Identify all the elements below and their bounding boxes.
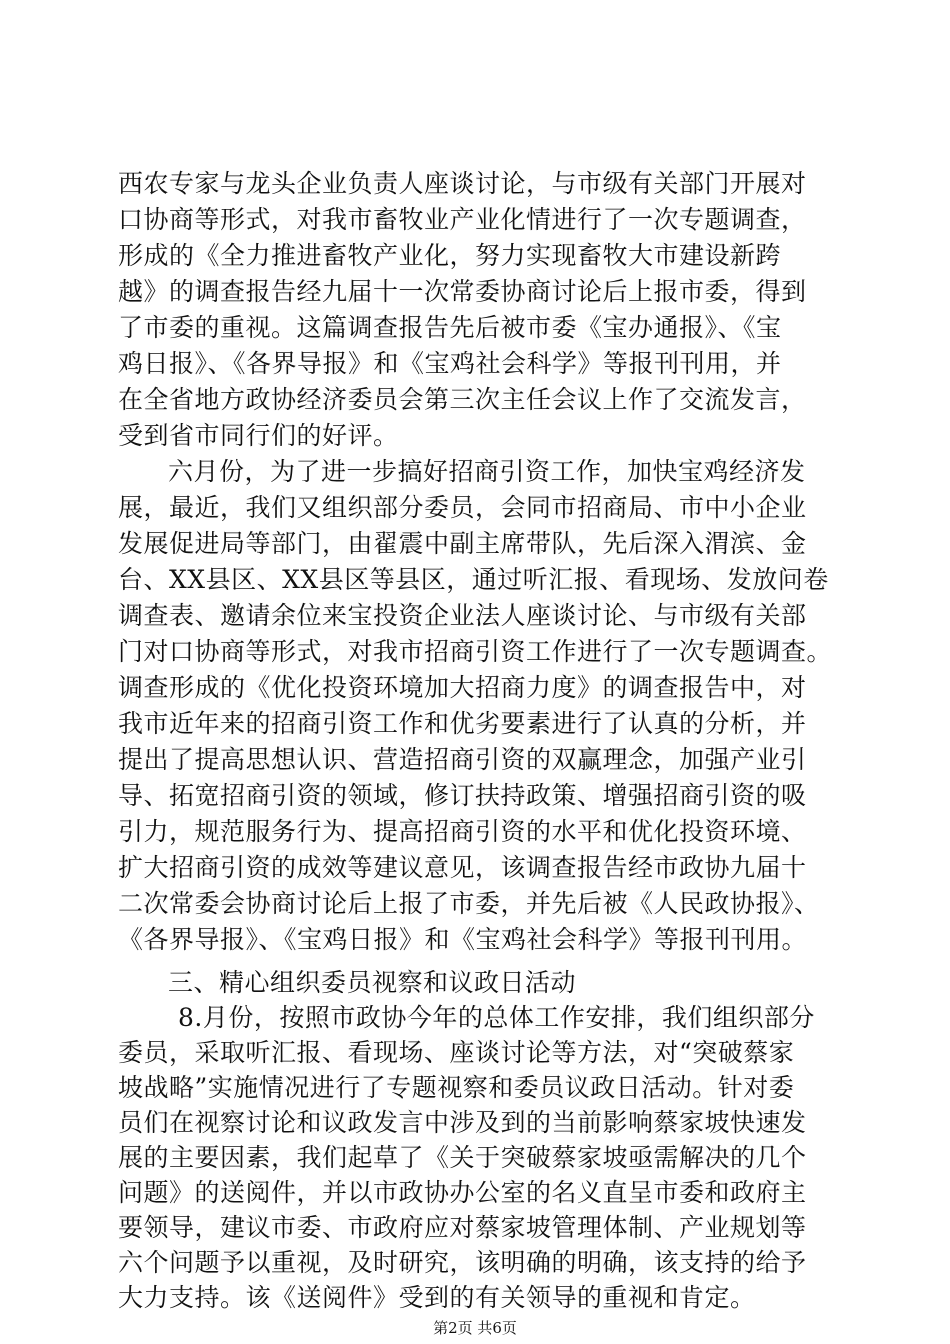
section-heading: 三、精心组织委员视察和议政日活动 <box>168 968 577 997</box>
text-line: 展，最近，我们又组织部分委员，会同市招商局、市中小企业 <box>118 493 807 522</box>
text-line: 口协商等形式，对我市畜牧业产业化情进行了一次专题调查， <box>118 205 807 234</box>
text-line: 二次常委会协商讨论后上报了市委，并先后被《人民政协报》、 <box>118 889 820 918</box>
text-line: 了市委的重视。这篇调查报告先后被市委《宝办通报》、《宝 <box>118 313 782 342</box>
text-line: 越》的调查报告经九届十一次常委协商讨论后上报市委，得到 <box>118 277 807 306</box>
text-line: 调查表、邀请余位来宝投资企业法人座谈讨论、与市级有关部 <box>118 601 807 630</box>
text-line: 台、XX县区、XX县区等县区，通过听汇报、看现场、发放问卷 <box>118 565 829 594</box>
text-line: 在全省地方政协经济委员会第三次主任会议上作了交流发言， <box>118 385 807 414</box>
text-line: 提出了提高思想认识、营造招商引资的双赢理念，加强产业引 <box>118 745 807 774</box>
text-line: 发展促进局等部门，由翟震中副主席带队，先后深入渭滨、金 <box>118 529 807 558</box>
text-line: 门对口协商等形式，对我市招商引资工作进行了一次专题调查。 <box>118 637 833 666</box>
text-line: 形成的《全力推进畜牧产业化，努力实现畜牧大市建设新跨 <box>118 241 782 270</box>
text-line: 问题》的送阅件，并以市政协办公室的名义直呈市委和政府主 <box>118 1178 807 1207</box>
text-line: 展的主要因素，我们起草了《关于突破蔡家坡亟需解决的几个 <box>118 1143 807 1172</box>
text-line: 引力，规范服务行为、提高招商引资的水平和优化投资环境、 <box>118 817 807 846</box>
text-line: 委员，采取听汇报、看现场、座谈讨论等方法，对“突破蔡家 <box>118 1038 795 1067</box>
text-line: 大力支持。该《送阅件》受到的有关领导的重视和肯定。 <box>118 1283 756 1312</box>
text-line: 鸡日报》、《各界导报》和《宝鸡社会科学》等报刊刊用，并 <box>118 349 782 378</box>
text-line: 导、拓宽招商引资的领域，修订扶持政策、增强招商引资的吸 <box>118 781 807 810</box>
text-line: 西农专家与龙头企业负责人座谈讨论，与市级有关部门开展对 <box>118 169 807 198</box>
text-line: 六个问题予以重视，及时研究，该明确的明确，该支持的给予 <box>118 1248 807 1277</box>
text-line: 我市近年来的招商引资工作和优劣要素进行了认真的分析，并 <box>118 709 807 738</box>
text-line: 调查形成的《优化投资环境加大招商力度》的调查报告中，对 <box>118 673 807 702</box>
text-line: 六月份，为了进一步搞好招商引资工作，加快宝鸡经济发 <box>168 457 806 486</box>
text-line: 扩大招商引资的成效等建议意见，该调查报告经市政协九届十 <box>118 853 807 882</box>
text-line: 《各界导报》、《宝鸡日报》和《宝鸡社会科学》等报刊刊用。 <box>118 925 808 954</box>
text-line: 要领导，建议市委、市政府应对蔡家坡管理体制、产业规划等 <box>118 1213 807 1242</box>
text-line: 员们在视察讨论和议政发言中涉及到的当前影响蔡家坡快速发 <box>118 1108 807 1137</box>
page-footer: 第2页 共6页 <box>433 1319 517 1337</box>
text-line: 坡战略”实施情况进行了专题视察和委员议政日活动。针对委 <box>118 1073 795 1102</box>
text-line: 8.月份，按照市政协今年的总体工作安排，我们组织部分 <box>178 1003 815 1032</box>
text-line: 受到省市同行们的好评。 <box>118 421 399 450</box>
